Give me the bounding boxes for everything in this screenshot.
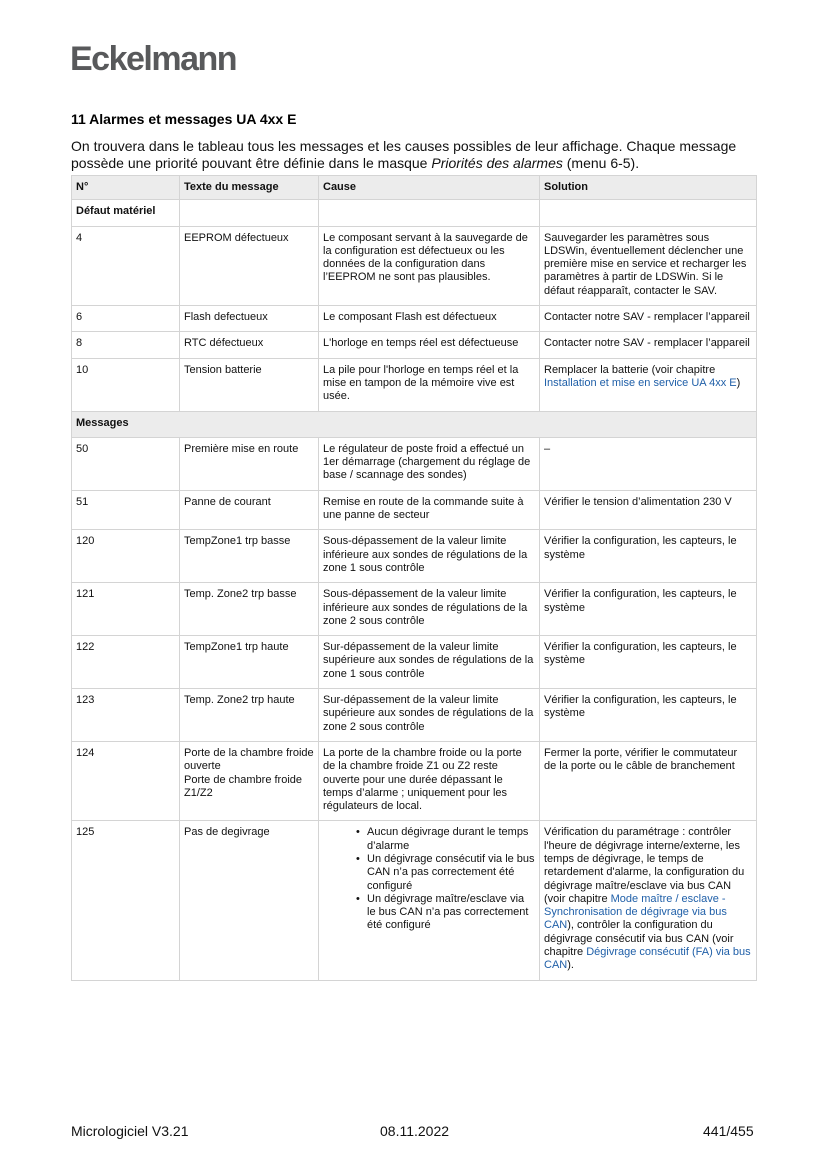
message-solution [540,821,757,980]
message-text-line: Porte de la chambre froide ouverte [184,746,314,773]
message-cause: Sous-dépassement de la valeur limite inférieure aux sondes de régulations de la zone 1 sous contrôle [319,530,540,583]
message-number: 122 [72,636,180,689]
header-cause: Cause [319,176,540,200]
message-text: RTC défectueux [180,332,319,358]
message-cause: La pile pour l'horloge en temps réel et la mise en tampon de la mémoire vive est usée. [319,358,540,411]
table-row [72,332,757,358]
message-cause: Sous-dépassement de la valeur limite inférieure aux sondes de régulations de la zone 2 sous contrôle [319,583,540,636]
message-number: 51 [72,490,180,530]
group-row-hardware [72,200,757,226]
message-number: 124 [72,741,180,820]
message-cause: Remise en route de la commande suite à une panne de secteur [319,490,540,530]
table-header-row [72,176,757,200]
message-number: 125 [72,821,180,980]
table-row [72,226,757,305]
section-title: 11 Alarmes et messages UA 4xx E [71,111,297,127]
message-solution: Vérifier la configuration, les capteurs, le système [540,530,757,583]
header-message-text: Texte du message [180,176,319,200]
message-text: Flash defectueux [180,306,319,332]
message-text: Tension batterie [180,358,319,411]
table-row [72,821,757,980]
intro-paragraph [71,138,761,172]
message-solution: Vérifier la configuration, les capteurs, le système [540,689,757,742]
message-solution: Vérifier la configuration, les capteurs, le système [540,583,757,636]
solution-text: Remplacer la batterie (voir chapitre [544,363,716,376]
message-text: Pas de degivrage [180,821,319,980]
solution-text: ). [567,959,574,972]
message-solution: Fermer la porte, vérifier le commutateur de la porte ou le câble de branchement [540,741,757,820]
message-text: Temp. Zone2 trp haute [180,689,319,742]
message-solution [540,358,757,411]
table-row [72,358,757,411]
group-label: Défaut matériel [72,200,180,226]
message-cause: Le composant Flash est défectueux [319,306,540,332]
message-number: 120 [72,530,180,583]
message-cause: L'horloge en temps réel est défectueuse [319,332,540,358]
intro-text-end: (menu 6-5). [562,155,640,171]
group-label: Messages [72,411,757,437]
chapter-link-master-slave[interactable]: Mode maître / esclave - Synchronisation de dégivrage via bus CAN [544,892,727,932]
footer-page-number: 441/455 [703,1123,754,1139]
message-number: 8 [72,332,180,358]
message-number: 123 [72,689,180,742]
chapter-link-installation[interactable]: Installation et mise en service UA 4xx E [544,376,737,389]
solution-text: Vérification du paramétrage : contrôler l'heure de dégivrage interne/externe, les temps de dégivrage, le temps de retardement d'alarme, la configuration du dégivrage maître/esclave via bus CAN (voir chapitre [544,826,745,905]
message-text: TempZone1 trp haute [180,636,319,689]
cause-bullet: • Un dégivrage maître/esclave via le bus CAN n’a pas correctement été configuré [367,893,535,933]
table-row [72,437,757,490]
message-solution: – [540,437,757,490]
message-number: 50 [72,437,180,490]
message-number: 10 [72,358,180,411]
message-text-line: Porte de chambre froide Z1/Z2 [184,773,303,799]
message-number: 6 [72,306,180,332]
message-solution: Contacter notre SAV - remplacer l’appareil [540,306,757,332]
cause-bullet-list [323,826,535,932]
alarm-table [71,175,757,981]
table-row [72,689,757,742]
message-text [180,741,319,820]
message-cause: Le régulateur de poste froid a effectué un 1er démarrage (chargement du réglage de base / scannage des sondes) [319,437,540,490]
message-text: TempZone1 trp basse [180,530,319,583]
table-row [72,741,757,820]
message-cause: Sur-dépassement de la valeur limite supérieure aux sondes de régulations de la zone 2 sous contrôle [319,689,540,742]
message-solution: Vérifier la configuration, les capteurs, le système [540,636,757,689]
message-text: Temp. Zone2 trp basse [180,583,319,636]
table-row [72,583,757,636]
message-cause: Le composant servant à la sauvegarde de la configuration est défectueux ou les données de la configuration dans l’EEPROM ne sont pas plausibles. [319,226,540,305]
message-cause [319,821,540,980]
table-row [72,530,757,583]
intro-emphasis: Priorités des alarmes [431,155,563,171]
message-number: 4 [72,226,180,305]
message-solution: Vérifier le tension d’alimentation 230 V [540,490,757,530]
solution-text: ), contrôler la configuration du dégivrage consécutif via bus CAN (voir chapitre [544,919,734,959]
solution-text: ) [736,376,741,389]
header-solution: Solution [540,176,757,200]
message-solution: Contacter notre SAV - remplacer l’appareil [540,332,757,358]
footer-firmware: Micrologiciel V3.21 [71,1123,189,1139]
message-cause: La porte de la chambre froide ou la porte de la chambre froide Z1 ou Z2 reste ouverte pour une durée dépassant le temps d’alarme ; uniquement pour les régulateurs de local. [319,741,540,820]
footer-date: 08.11.2022 [380,1123,450,1139]
message-text: Première mise en route [180,437,319,490]
header-number: N° [72,176,180,200]
message-cause: Sur-dépassement de la valeur limite supérieure aux sondes de régulations de la zone 1 sous contrôle [319,636,540,689]
group-row-messages [72,411,757,437]
company-logo: Eckelmann [70,40,237,78]
cause-bullet: • Aucun dégivrage durant le temps d’alarme [367,826,535,853]
table-row [72,490,757,530]
intro-text-start: On trouvera dans le tableau tous les messages et les causes possibles de leur affichage. Chaque message possède une priorité pouvant être définie dans le masque [71,138,737,171]
message-solution: Sauvegarder les paramètres sous LDSWin, éventuellement déclencher une première mise en service et recharger les paramètres à partir de LDSWin. Si le défaut réapparaît, contacter le SAV. [540,226,757,305]
message-text: EEPROM défectueux [180,226,319,305]
message-text: Panne de courant [180,490,319,530]
chapter-link-consecutive-defrost[interactable]: Dégivrage consécutif (FA) via bus CAN [544,946,751,972]
table-row [72,636,757,689]
cause-bullet: • Un dégivrage consécutif via le bus CAN n’a pas correctement été configuré [367,853,535,893]
table-row [72,306,757,332]
message-number: 121 [72,583,180,636]
